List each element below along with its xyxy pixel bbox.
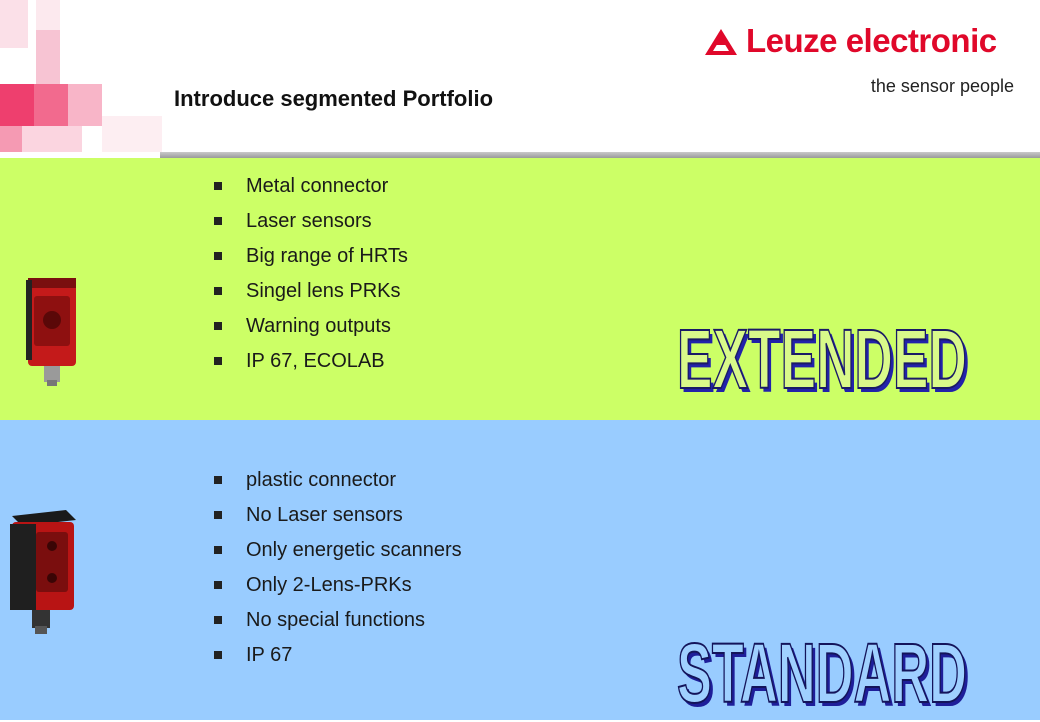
feature-text: Metal connector <box>246 175 389 197</box>
feature-text: IP 67 <box>246 644 293 666</box>
feature-text: Only 2-Lens-PRKs <box>246 574 412 596</box>
extended-feature-list <box>212 174 408 384</box>
list-item <box>212 209 408 244</box>
standard-feature-list <box>212 468 462 678</box>
logo-name: Leuze electronic <box>746 22 997 59</box>
bullet-icon <box>214 182 222 190</box>
extended-label-text: EXTENDED <box>677 312 967 406</box>
list-item <box>212 174 408 209</box>
feature-text: Big range of HRTs <box>246 245 408 267</box>
list-item <box>212 314 408 349</box>
bullet-icon <box>214 357 222 365</box>
list-item <box>212 349 408 384</box>
feature-text: plastic connector <box>246 469 397 491</box>
feature-text: IP 67, ECOLAB <box>246 350 385 372</box>
slide-title: Introduce segmented Portfolio <box>174 86 494 111</box>
list-item <box>212 608 462 643</box>
bullet-icon <box>214 287 222 295</box>
list-item <box>212 503 462 538</box>
slide-header <box>0 0 1040 155</box>
feature-text: Warning outputs <box>246 315 391 337</box>
bullet-icon <box>214 252 222 260</box>
standard-label <box>668 610 978 722</box>
standard-label-text: STANDARD <box>677 626 967 720</box>
feature-text: No special functions <box>246 609 425 631</box>
list-item <box>212 279 408 314</box>
sensor-image-standard <box>6 508 82 638</box>
bullet-icon <box>214 322 222 330</box>
company-logo <box>700 22 1020 102</box>
decorative-mosaic <box>0 0 170 160</box>
leuze-logo-icon <box>704 28 738 56</box>
bullet-icon <box>214 546 222 554</box>
extended-section <box>0 158 1040 420</box>
bullet-icon <box>214 511 222 519</box>
list-item <box>212 643 462 678</box>
bullet-icon <box>214 217 222 225</box>
feature-text: Singel lens PRKs <box>246 280 401 302</box>
list-item <box>212 244 408 279</box>
list-item <box>212 573 462 608</box>
standard-label-shadow: STANDARD <box>680 630 970 722</box>
list-item <box>212 538 462 573</box>
list-item <box>212 468 462 503</box>
feature-text: No Laser sensors <box>246 504 403 526</box>
logo-tagline: the sensor people <box>870 76 1014 96</box>
bullet-icon <box>214 581 222 589</box>
feature-text: Only energetic scanners <box>246 539 462 561</box>
bullet-icon <box>214 616 222 624</box>
sensor-image-extended <box>24 276 80 388</box>
extended-label-shadow: EXTENDED <box>680 316 970 408</box>
bullet-icon <box>214 476 222 484</box>
feature-text: Laser sensors <box>246 210 372 232</box>
extended-label <box>668 296 978 408</box>
standard-section <box>0 420 1040 720</box>
bullet-icon <box>214 651 222 659</box>
